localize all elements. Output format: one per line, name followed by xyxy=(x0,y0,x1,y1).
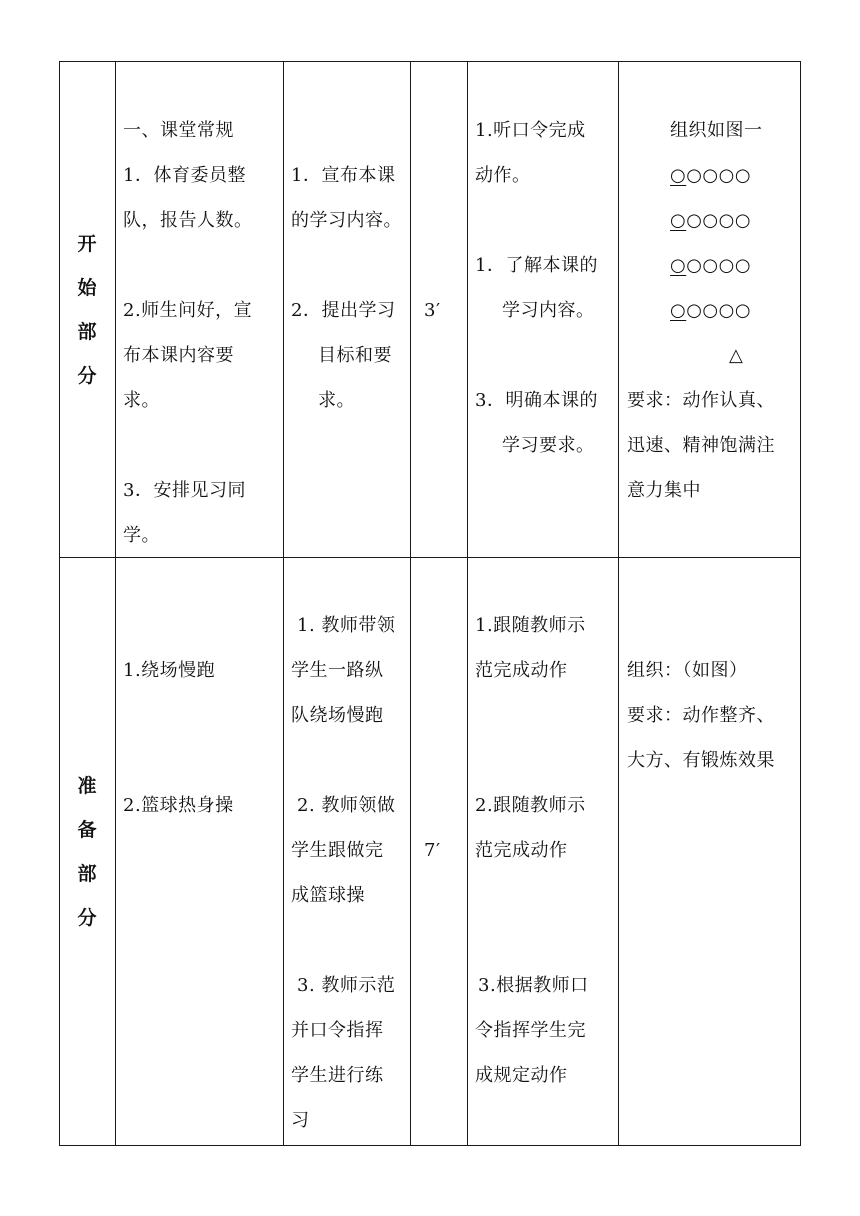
teacher-activity-line: 成篮球操 xyxy=(291,885,365,906)
content-line: 1.绕场慢跑 xyxy=(123,660,216,681)
requirement-line: 大方、有锻炼效果 xyxy=(627,750,775,771)
formation-leader-circle: ○ xyxy=(670,300,687,321)
section-label-char: 准 xyxy=(77,775,97,797)
requirement-line: 意力集中 xyxy=(627,480,701,501)
student-activity-line: 3.根据教师口 xyxy=(478,975,589,996)
table-col-divider xyxy=(283,61,284,1146)
teacher-activity-line: 队绕场慢跑 xyxy=(291,705,384,726)
section-label-char: 开 xyxy=(77,233,97,255)
organization-line: 组织：（如图） xyxy=(627,660,748,681)
student-activity-line: 范完成动作 xyxy=(475,840,568,861)
student-activity-line: 2.跟随教师示 xyxy=(475,795,586,816)
formation-leader-circle: ○ xyxy=(670,165,687,186)
student-activity-line: 1．了解本课的 xyxy=(475,255,598,276)
teacher-position-triangle: △ xyxy=(729,345,744,366)
content-line: 求。 xyxy=(123,390,160,411)
content-line: 布本课内容要 xyxy=(123,345,234,366)
teacher-activity-line: 并口令指挥 xyxy=(291,1020,384,1041)
content-line: 1．体育委员整 xyxy=(123,165,246,186)
section-label-char: 部 xyxy=(77,863,97,885)
student-activity-line: 成规定动作 xyxy=(475,1065,568,1086)
requirement-line: 要求：动作认真、 xyxy=(627,390,775,411)
table-col-divider xyxy=(467,61,468,1146)
student-activity-line: 1.跟随教师示 xyxy=(475,615,586,636)
table-col-divider xyxy=(115,61,116,1146)
formation-circles: ○○○○ xyxy=(686,300,752,321)
content-line: 2.篮球热身操 xyxy=(123,795,234,816)
formation-row xyxy=(670,243,751,288)
student-activity-line: 3．明确本课的 xyxy=(475,390,598,411)
section-label-char: 分 xyxy=(77,365,97,387)
section-label-char: 始 xyxy=(77,277,97,299)
prep-time-cell: 7′ xyxy=(424,840,441,861)
requirement-line: 迅速、精神饱满注 xyxy=(627,435,775,456)
student-activity-line: 学习要求。 xyxy=(502,435,595,456)
teacher-activity-line: 习 xyxy=(291,1110,310,1131)
content-line: 学。 xyxy=(123,525,160,546)
teacher-activity-line: 2. 教师领做 xyxy=(297,795,396,816)
formation-row xyxy=(670,198,751,243)
section-label-char: 备 xyxy=(77,819,97,841)
teacher-activity-line: 的学习内容。 xyxy=(291,210,402,231)
table-border-top xyxy=(59,61,801,62)
formation-circles: ○○○○ xyxy=(686,255,752,276)
formation-leader-circle: ○ xyxy=(670,255,687,276)
organization-title: 组织如图一 xyxy=(670,120,763,141)
table-col-divider xyxy=(410,61,411,1146)
table-row-divider xyxy=(59,557,801,558)
formation-row xyxy=(670,153,751,198)
student-activity-line: 1.听口令完成 xyxy=(475,120,586,141)
student-activity-line: 令指挥学生完 xyxy=(475,1020,586,1041)
section-label-char: 部 xyxy=(77,321,97,343)
teacher-activity-line: 1. 教师带领 xyxy=(297,615,396,636)
start-time-cell: 3′ xyxy=(424,300,441,321)
section-label-start xyxy=(59,222,115,398)
student-activity-line: 学习内容。 xyxy=(502,300,595,321)
formation-row xyxy=(670,288,751,333)
requirement-line: 要求：动作整齐、 xyxy=(627,705,775,726)
teacher-activity-line: 学生一路纵 xyxy=(291,660,384,681)
teacher-activity-line: 1．宣布本课 xyxy=(291,165,396,186)
formation-circles: ○○○○ xyxy=(686,210,752,231)
teacher-activity-line: 求。 xyxy=(318,390,355,411)
section-label-prep xyxy=(59,764,115,940)
teacher-activity-line: 2．提出学习 xyxy=(291,300,396,321)
content-line: 3．安排见习同 xyxy=(123,480,246,501)
formation-circles: ○○○○ xyxy=(686,165,752,186)
student-activity-line: 动作。 xyxy=(475,165,531,186)
table-border-bottom xyxy=(59,1145,801,1146)
teacher-activity-line: 学生跟做完 xyxy=(291,840,384,861)
teacher-activity-line: 学生进行练 xyxy=(291,1065,384,1086)
content-line: 队，报告人数。 xyxy=(123,210,253,231)
teacher-activity-line: 3. 教师示范 xyxy=(297,975,396,996)
table-col-divider xyxy=(618,61,619,1146)
formation-leader-circle: ○ xyxy=(670,210,687,231)
teacher-activity-line: 目标和要 xyxy=(318,345,392,366)
table-border-right xyxy=(800,61,801,1146)
content-line: 2.师生问好，宣 xyxy=(123,300,253,321)
content-line: 一、课堂常规 xyxy=(123,120,234,141)
student-activity-line: 范完成动作 xyxy=(475,660,568,681)
section-label-char: 分 xyxy=(77,907,97,929)
